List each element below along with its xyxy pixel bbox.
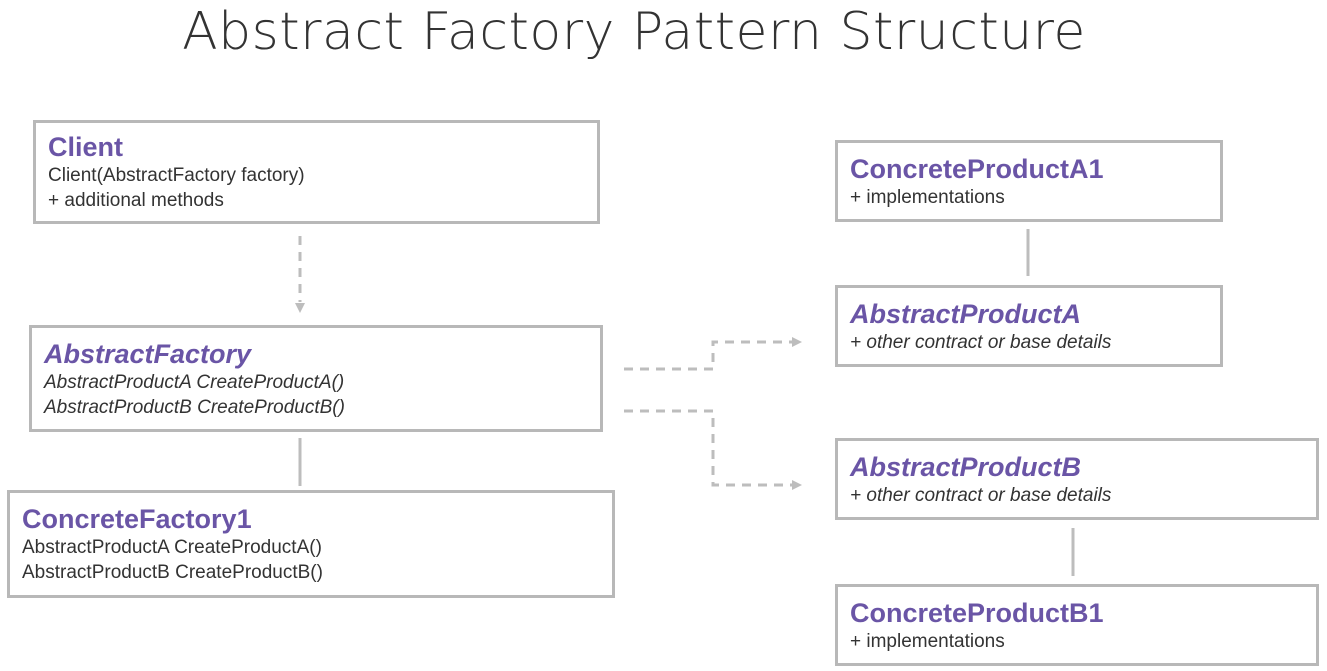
factory-to-product-b-dashed-line <box>624 411 792 485</box>
abstract-factory-method-b: AbstractProductB CreateProductB() <box>44 397 345 418</box>
abstract-product-a-box <box>835 285 1223 367</box>
concrete-product-b1-title: ConcreteProductB1 <box>850 598 1104 628</box>
concrete-product-a1-details: + implementations <box>850 187 1005 208</box>
factory-to-product-a-arrowhead <box>792 337 802 347</box>
client-box <box>33 120 600 224</box>
client-title: Client <box>48 132 124 162</box>
abstract-product-b-box <box>835 438 1319 520</box>
concrete-product-b1-box <box>835 584 1319 666</box>
factory-to-product-b-arrowhead <box>792 480 802 490</box>
abstract-product-a-details: + other contract or base details <box>850 332 1112 353</box>
client-constructor: Client(AbstractFactory factory) <box>48 165 305 186</box>
concrete-factory-method-a: AbstractProductA CreateProductA() <box>22 537 322 558</box>
concrete-factory-box <box>7 490 615 598</box>
abstract-factory-title: AbstractFactory <box>44 339 252 369</box>
abstract-factory-box <box>29 325 603 432</box>
client-methods: + additional methods <box>48 190 224 211</box>
abstract-product-b-details: + other contract or base details <box>850 485 1112 506</box>
concrete-factory-method-b: AbstractProductB CreateProductB() <box>22 562 323 583</box>
abstract-product-b-title: AbstractProductB <box>850 452 1082 482</box>
concrete-product-a1-box <box>835 140 1223 222</box>
factory-to-product-a-dashed-line <box>624 342 792 369</box>
client-to-factory-arrowhead <box>295 303 305 313</box>
concrete-factory-title: ConcreteFactory1 <box>22 504 252 534</box>
concrete-product-a1-title: ConcreteProductA1 <box>850 154 1104 184</box>
concrete-product-b1-details: + implementations <box>850 631 1005 652</box>
diagram-title: Abstract Factory Pattern Structure <box>182 2 1086 62</box>
abstract-factory-method-a: AbstractProductA CreateProductA() <box>44 372 345 393</box>
abstract-product-a-title: AbstractProductA <box>850 299 1082 329</box>
